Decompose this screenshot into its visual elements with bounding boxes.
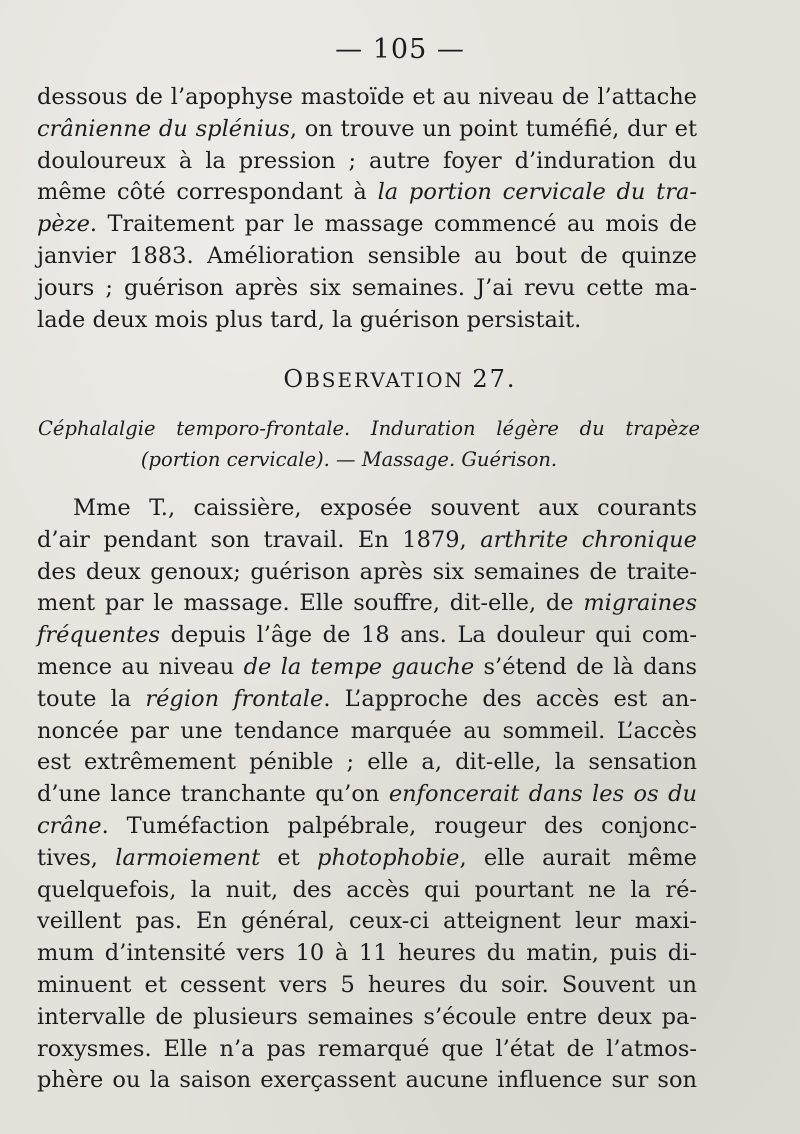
text-line: des deux genoux; guérison après six semaines de traite- (37, 558, 697, 585)
page-number: — 105 — (335, 34, 465, 65)
text-line: intervalle de plusieurs semaines s’écoule entre deux pa- (37, 1003, 697, 1030)
paragraph-continued (37, 82, 697, 336)
observation-number: 27. (472, 365, 517, 393)
text-line: quelquefois, la nuit, des accès qui pourtant ne la ré- (37, 876, 697, 903)
text-line: d’air pendant son travail. En 1879, arthrite chronique (37, 526, 697, 553)
text-line: douloureux à la pression ; autre foyer d’induration du (37, 147, 697, 174)
text-line: veillent pas. En général, ceux-ci atteignent leur maxi- (37, 908, 697, 935)
text-line: d’une lance tranchante qu’on enfoncerait dans les os du (37, 781, 697, 808)
text-line: crâne. Tuméfaction palpébrale, rougeur des conjonc- (37, 812, 697, 839)
text-line: roxysmes. Elle n’a pas remarqué que l’état de l’atmos- (37, 1035, 697, 1062)
text-line: tives, larmoiement et photophobie, elle aurait même (37, 844, 697, 871)
text-line: minuent et cessent vers 5 heures du soir. Souvent un (37, 971, 697, 998)
text-line: mum d’intensité vers 10 à 11 heures du matin, puis di- (37, 940, 697, 967)
observation-title-initial: O (283, 365, 306, 393)
text-line: toute la région frontale. L’approche des accès est an- (37, 685, 698, 712)
text-line: ment par le massage. Elle souffre, dit-elle, de migraines (37, 590, 697, 617)
text-line: même côté correspondant à la portion cervicale du tra- (37, 179, 697, 206)
subtitle-line: Céphalalgie temporo-frontale. Induration légère du trapèze (38, 417, 700, 440)
observation-title-word: BSERVATION (305, 368, 465, 392)
text-line: noncée par une tendance marquée au sommeil. L’accès (37, 717, 697, 744)
subtitle-line: (portion cervicale). — Massage. Guérison. (140, 448, 558, 471)
observation-body (37, 493, 697, 1097)
text-line: jours ; guérison après six semaines. J’ai revu cette ma- (37, 274, 697, 301)
text-line: fréquentes depuis l’âge de 18 ans. La douleur qui com- (37, 622, 697, 649)
text-line: Mme T., caissière, exposée souvent aux courants (73, 495, 697, 521)
text-line: dessous de l’apophyse mastoïde et au niveau de l’attache (37, 84, 697, 110)
text-line: lade deux mois plus tard, la guérison persistait. (37, 306, 582, 333)
text-line: phère ou la saison exerçassent aucune influence sur son (37, 1067, 697, 1094)
text-line: pèze. Traitement par le massage commencé au mois de (37, 211, 697, 238)
observation-title (0, 363, 800, 396)
text-line: mence au niveau de la tempe gauche s’étend de là dans (37, 653, 698, 680)
observation-subtitle (38, 413, 700, 475)
text-line: janvier 1883. Amélioration sensible au bout de quinze (37, 242, 697, 269)
text-line: crânienne du splénius, on trouve un point tuméfié, dur et (37, 115, 697, 142)
text-line: est extrêmement pénible ; elle a, dit-elle, la sensation (37, 749, 697, 776)
